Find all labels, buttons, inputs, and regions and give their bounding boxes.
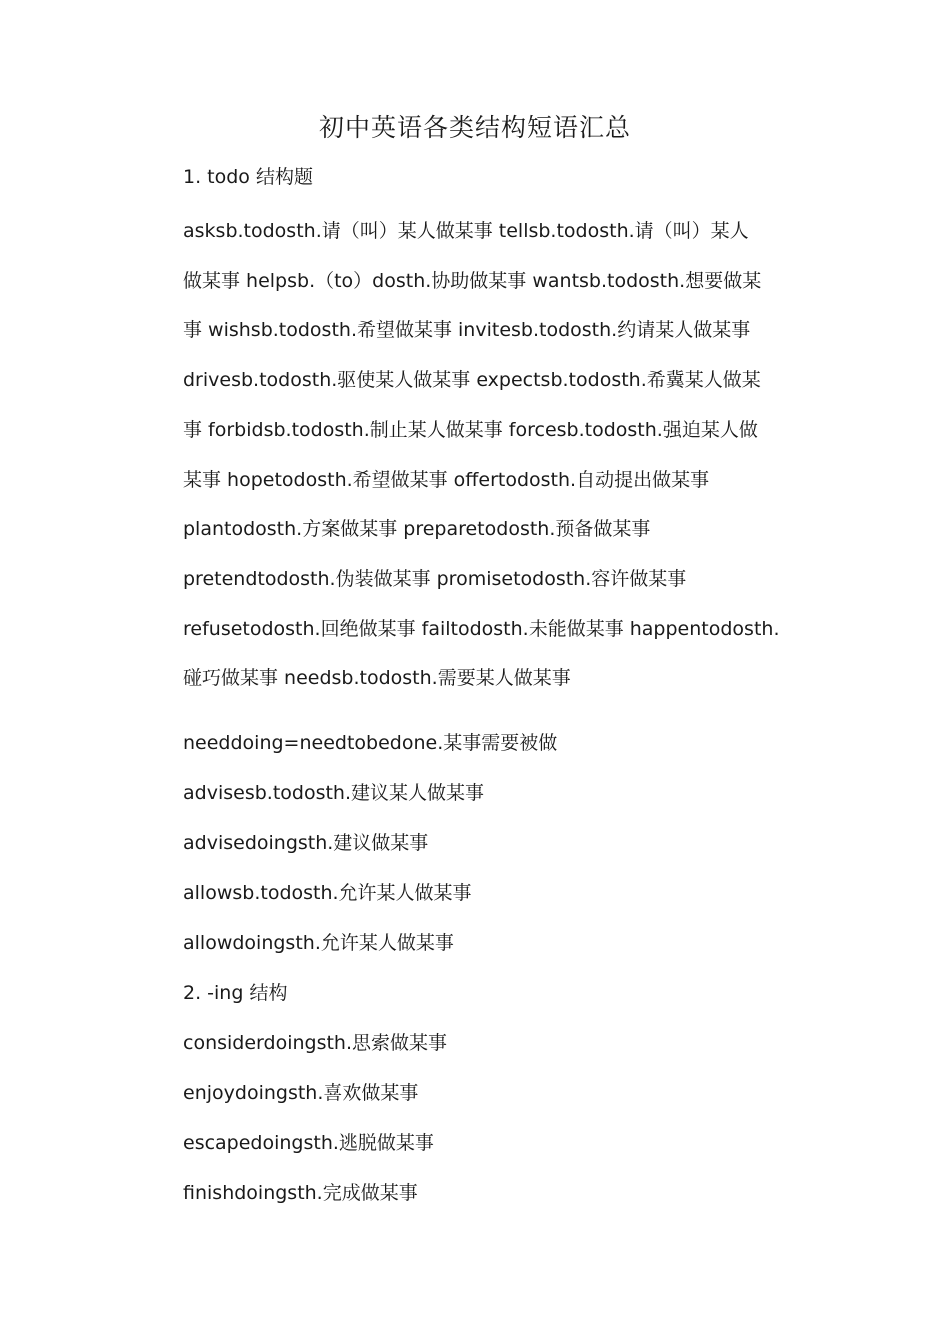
paragraph-line: drivesb.todosth.驱使某人做某事 expectsb.todosth.希冀某人做某 bbox=[183, 369, 761, 392]
paragraph-line: 碰巧做某事 needsb.todosth.需要某人做某事 bbox=[183, 667, 571, 690]
document-title: 初中英语各类结构短语汇总 bbox=[318, 113, 631, 142]
paragraph-line: asksb.todosth.请（叫）某人做某事 tellsb.todosth.请（叫）某人 bbox=[183, 220, 749, 242]
phrase-line: advisedoingsth.建议做某事 bbox=[183, 832, 429, 854]
paragraph-line: refusetodosth.回绝做某事 failtodosth.未能做某事 happentodosth. bbox=[183, 617, 780, 640]
paragraph-line: 事 wishsb.todosth.希望做某事 invitesb.todosth.约请某人做某事 bbox=[183, 319, 751, 342]
paragraph-line: 事 forbidsb.todosth.制止某人做某事 forcesb.todosth.强迫某人做 bbox=[183, 418, 758, 441]
phrase-line: advisesb.todosth.建议某人做某事 bbox=[183, 782, 485, 804]
section-heading-todo: 1. todo 结构题 bbox=[183, 166, 313, 188]
phrase-line: finishdoingsth.完成做某事 bbox=[183, 1182, 418, 1204]
phrase-line: allowdoingsth.允许某人做某事 bbox=[183, 932, 454, 954]
todo-phrases-paragraph bbox=[183, 207, 780, 704]
section-heading-ing: 2. -ing 结构 bbox=[183, 982, 288, 1004]
phrase-line: considerdoingsth.思索做某事 bbox=[183, 1032, 448, 1054]
phrase-line: escapedoingsth.逃脱做某事 bbox=[183, 1132, 434, 1154]
phrase-line: needdoing=needtobedone.某事需要被做 bbox=[183, 732, 558, 754]
paragraph-line: 做某事 helpsb.（to）dosth.协助做某事 wantsb.todosth.想要做某 bbox=[183, 269, 762, 292]
paragraph-line: 某事 hopetodosth.希望做某事 offertodosth.自动提出做某事 bbox=[183, 468, 710, 491]
phrase-line: allowsb.todosth.允许某人做某事 bbox=[183, 882, 472, 904]
paragraph-line: pretendtodosth.伪装做某事 promisetodosth.容许做某事 bbox=[183, 567, 687, 590]
paragraph-line: plantodosth.方案做某事 preparetodosth.预备做某事 bbox=[183, 518, 651, 541]
phrase-line: enjoydoingsth.喜欢做某事 bbox=[183, 1082, 419, 1104]
